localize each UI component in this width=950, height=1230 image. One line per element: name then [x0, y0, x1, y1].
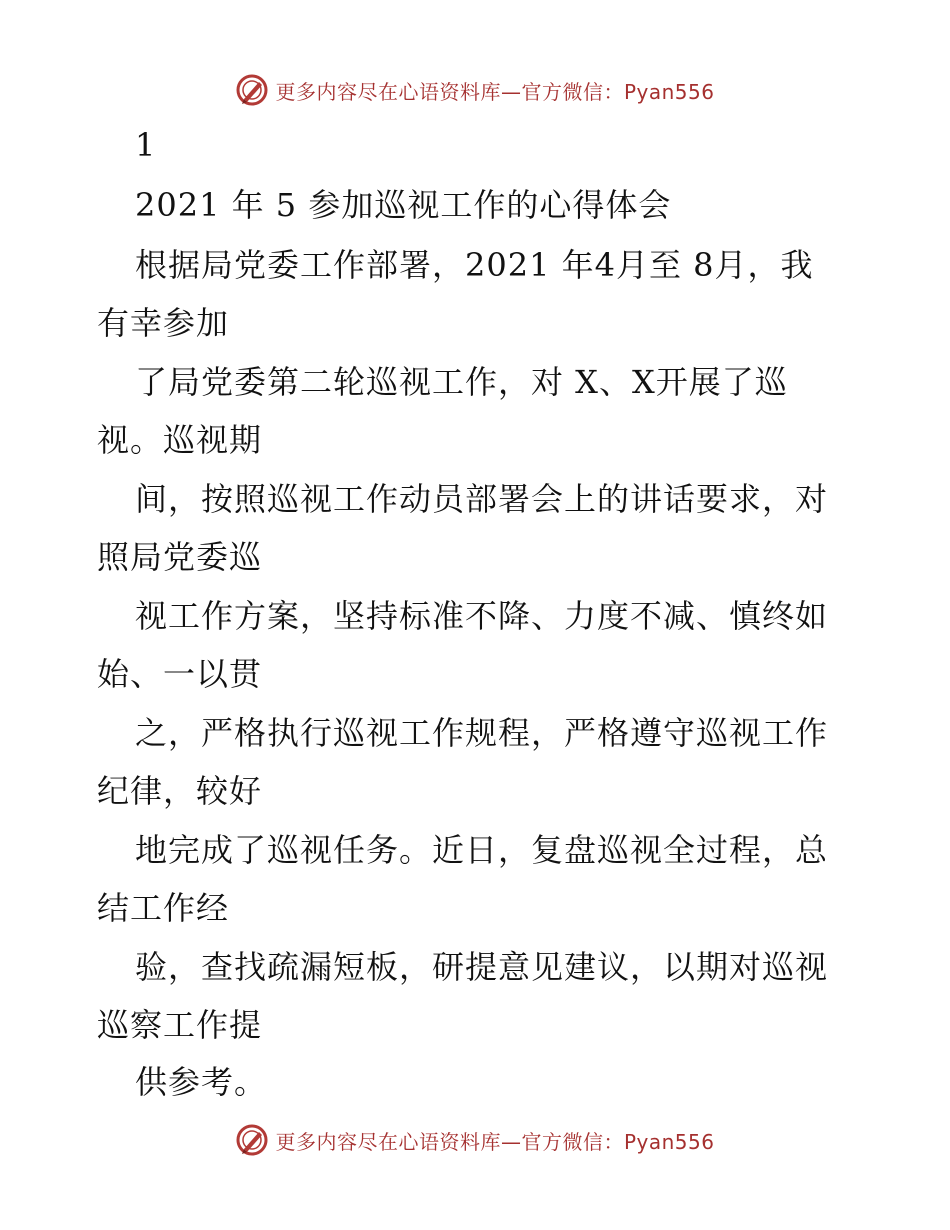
text-line: 间，按照巡视工作动员部署会上的讲话要求，对	[135, 480, 829, 518]
text-line: 供参考。	[135, 1063, 268, 1101]
text-line: 之，严格执行巡视工作规程，严格遵守巡视工作	[135, 714, 829, 752]
watermark-text: 更多内容尽在心语资料库—官方微信：Pyan556	[275, 1129, 715, 1154]
red-pen-seal-icon	[235, 73, 269, 107]
red-pen-seal-icon	[235, 1123, 269, 1157]
text-line: 照局党委巡	[97, 538, 263, 576]
watermark-text: 更多内容尽在心语资料库—官方微信：Pyan556	[275, 79, 715, 104]
text-line: 视工作方案，坚持标准不降、力度不减、慎终如	[135, 597, 829, 635]
document-title: 2021 年 5 参加巡视工作的心得体会	[135, 186, 672, 224]
text-line: 纪律，较好	[97, 772, 263, 810]
text-line: 验，查找疏漏短板，研提意见建议，以期对巡视	[135, 948, 829, 986]
text-line: 地完成了巡视任务。近日，复盘巡视全过程，总	[135, 831, 829, 869]
text-line: 有幸参加	[97, 304, 230, 342]
watermark-banner-top	[0, 70, 950, 110]
text-line: 结工作经	[97, 889, 230, 927]
page-number: 1	[135, 126, 157, 164]
text-line: 视。巡视期	[97, 421, 263, 459]
watermark-banner-bottom	[0, 1120, 950, 1160]
text-line: 了局党委第二轮巡视工作，对 X、X开展了巡	[135, 363, 788, 401]
text-line: 根据局党委工作部署，2021 年4月至 8月，我	[135, 246, 814, 284]
text-line: 始、一以贯	[97, 655, 263, 693]
text-line: 巡察工作提	[97, 1006, 263, 1044]
